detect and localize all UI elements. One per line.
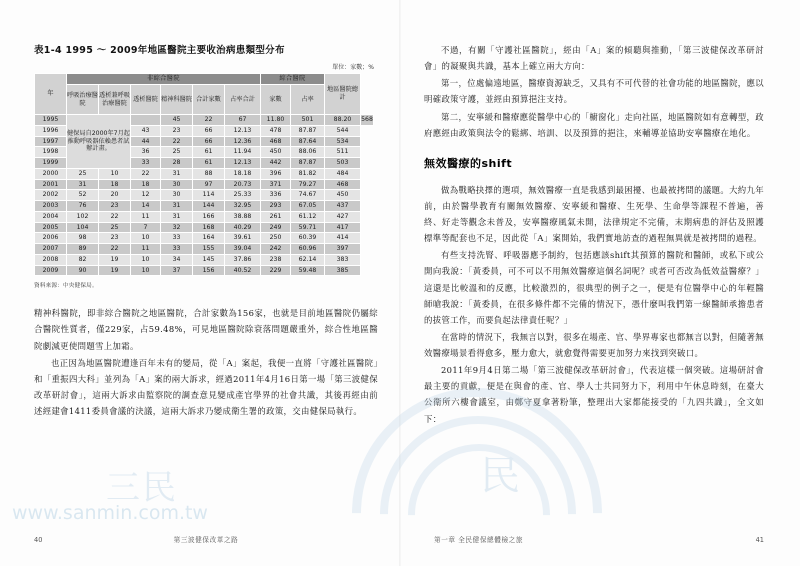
section-heading: 無效醫療的shift: [424, 156, 513, 170]
cell-subtotal-share: 32.95: [225, 201, 261, 212]
table-source: 資料來源：中央健保局。: [34, 283, 98, 290]
cell-dialysis: 43: [131, 125, 161, 136]
cell-general-count: 249: [261, 222, 291, 233]
cell-subtotal-count: 164: [193, 233, 225, 244]
cell-grand-total: 534: [325, 136, 361, 147]
left-page-footer: [0, 534, 400, 544]
cell-subtotal-count: 66: [193, 136, 225, 147]
cell-dialysis-respiratory: 22: [99, 244, 131, 255]
cell-dialysis-respiratory: 23: [99, 201, 131, 212]
cell-dialysis: 10: [131, 254, 161, 265]
cell-year: 2000: [35, 168, 67, 179]
cell-subtotal-count: 168: [193, 222, 225, 233]
th-general-share: 占率: [291, 85, 325, 115]
table-unit-note: 單位：家數；%: [332, 64, 374, 71]
paragraph: 也正因為地區醫院遭逢百年未有的變局，從「A」案起，我便一直將「守護社區醫院」和「重振四大科」並列為「A」案的兩大訴求，經過2011年4月16日第一場「第三波健保改革研討會」，這兩大訴求由監察院的調查意見變成產官學界的社會共識，其後再經由前述經建會1411委員會議的決議，這兩大訴求乃變成衛生署的政策，交由健保局執行。: [34, 357, 378, 416]
cell-psychiatric: 28: [161, 158, 193, 169]
cell-subtotal-count: 61: [193, 147, 225, 158]
cell-year: 2007: [35, 244, 67, 255]
cell-general-share: 88.20: [325, 115, 361, 126]
cell-dialysis-respiratory: 18: [99, 179, 131, 190]
cell-psychiatric: 33: [161, 233, 193, 244]
running-title: 第一章 全民健保總體檢之旅: [434, 536, 524, 544]
cell-subtotal-share: 12.13: [225, 125, 261, 136]
cell-year: 1995: [35, 115, 67, 126]
cell-grand-total: 385: [325, 265, 361, 276]
cell-psychiatric: 31: [161, 168, 193, 179]
cell-grand-total: 544: [325, 125, 361, 136]
table-merged-note: 健保局自2000年7月起推動呼吸器依賴患者試辦計畫。: [67, 115, 131, 169]
cell-general-share: 60.96: [291, 244, 325, 255]
cell-year: 1997: [35, 136, 67, 147]
cell-subtotal-share: 11.94: [225, 147, 261, 158]
cell-general-count: 238: [261, 254, 291, 265]
table-row: [35, 233, 374, 244]
cell-dialysis-respiratory: 19: [99, 254, 131, 265]
cell-dialysis-respiratory: 23: [99, 233, 131, 244]
paragraph: 第一，位處偏遠地區，醫療資源缺乏，又具有不可代替的社會功能的地區醫院，應以明確政策守護，並經由預算挹注支持。: [424, 78, 764, 105]
table-row: [35, 190, 374, 201]
table-sub-header-row: [35, 85, 374, 115]
cell-grand-total: 511: [325, 147, 361, 158]
cell-general-count: 229: [261, 265, 291, 276]
cell-subtotal-count: 145: [193, 254, 225, 265]
table-row: [35, 222, 374, 233]
cell-dialysis: 7: [131, 222, 161, 233]
cell-general-count: 468: [261, 136, 291, 147]
th-dialysis: 透析醫院: [131, 85, 161, 115]
paragraph: 精神科醫院，即非綜合醫院之地區醫院，合計家數為156家，也就是目前地區醫院仍屬綜合醫院性質者，僅229家，占59.48%，可見地區醫院除衰落問題嚴重外，綜合性地區醫院劇減更使問題雪上加霜。: [34, 308, 378, 351]
th-year: 年: [35, 74, 67, 115]
cell-subtotal-count: 166: [193, 211, 225, 222]
cell-year: 1999: [35, 158, 67, 169]
cell-general-count: 336: [261, 190, 291, 201]
cell-respiratory: 102: [67, 211, 99, 222]
th-group-general: 綜合醫院: [261, 74, 325, 85]
page-gutter: [399, 0, 401, 566]
left-body-text: [34, 305, 378, 419]
cell-year: 1998: [35, 147, 67, 158]
paragraph: 不過，有關「守護社區醫院」，經由「A」案的傾聽與推動，「第三波健保改革研討會」的凝聚與共識，基本上確立兩大方向：: [424, 45, 764, 72]
cell-subtotal-share: 39.61: [225, 233, 261, 244]
cell-subtotal-share: 18.18: [225, 168, 261, 179]
cell-subtotal-share: 11.80: [261, 115, 291, 126]
cell-general-share: 87.64: [291, 136, 325, 147]
page-number: 40: [34, 536, 43, 544]
cell-psychiatric: 22: [193, 115, 225, 126]
table-row: [35, 211, 374, 222]
cell-general-count: 293: [261, 201, 291, 212]
cell-subtotal-share: 40.52: [225, 265, 261, 276]
cell-general-count: 396: [261, 168, 291, 179]
cell-general-count: 450: [261, 147, 291, 158]
th-group-non-general: 非綜合醫院: [67, 74, 261, 85]
cell-general-count: 242: [261, 244, 291, 255]
cell-subtotal-share: 37.86: [225, 254, 261, 265]
cell-psychiatric: 32: [161, 222, 193, 233]
running-title: 第三波健保改革之路: [173, 536, 239, 544]
cell-year: 2009: [35, 265, 67, 276]
cell-psychiatric: 31: [161, 211, 193, 222]
th-subtotal-share: 占率合計: [225, 85, 261, 115]
cell-dialysis: 14: [131, 201, 161, 212]
paragraph: 有些支持洗腎、呼吸器應予制約，包括應該shift其預算的醫院和醫師，或私下或公開向我說：「黃委員，可不可以不用無效醫療這個名詞呢？或者可否改為低效益醫療？」這還是比較溫和的反應，比較激烈的，很典型的例子之一，便是有位醫學中心的年輕醫師嗆我說：「黃委員，在很多條件都不完備的情況下，憑什麼叫我們第一線醫師承擔患者的拔管工作，而要負起法律責任呢？」: [424, 250, 764, 325]
cell-subtotal-count: 88: [193, 168, 225, 179]
table-row: [35, 265, 374, 276]
cell-dialysis-respiratory: 10: [99, 168, 131, 179]
cell-subtotal-count: 61: [193, 158, 225, 169]
cell-subtotal-share: 25.33: [225, 190, 261, 201]
cell-psychiatric: 30: [161, 190, 193, 201]
cell-general-share: 59.48: [291, 265, 325, 276]
cell-dialysis-respiratory: 19: [99, 265, 131, 276]
cell-subtotal-share: 12.36: [225, 136, 261, 147]
cell-grand-total: 417: [325, 222, 361, 233]
cell-grand-total: 437: [325, 201, 361, 212]
cell-grand-total: 397: [325, 244, 361, 255]
th-subtotal-count: 合計家數: [193, 85, 225, 115]
cell-grand-total: 484: [325, 168, 361, 179]
cell-subtotal-share: 20.73: [225, 179, 261, 190]
table-caption: 表1-4 1995 ～ 2009年地區醫院主要收治病患類型分布: [34, 45, 285, 56]
page-number: 41: [755, 536, 764, 544]
cell-respiratory: 31: [67, 179, 99, 190]
cell-grand-total: 414: [325, 233, 361, 244]
right-page-footer: [400, 534, 800, 544]
cell-subtotal-share: 12.13: [225, 158, 261, 169]
paragraph: 第二，安寧緩和醫療應從醫學中心的「櫥窗化」走向社區，地區醫院如有意轉型，政府應經由政策與法令的鬆綁、培訓、以及預算的挹注，來輔導並協助安寧醫療在地化。: [424, 111, 764, 138]
cell-dialysis: 11: [131, 244, 161, 255]
cell-general-share: 61.12: [291, 211, 325, 222]
cell-year: 2003: [35, 201, 67, 212]
cell-dialysis: 18: [131, 179, 161, 190]
table-row: [35, 115, 374, 126]
cell-general-count: 371: [261, 179, 291, 190]
cell-dialysis: 11: [131, 211, 161, 222]
cell-dialysis: 44: [131, 136, 161, 147]
cell-general-share: 74.67: [291, 190, 325, 201]
cell-dialysis-respiratory: 22: [99, 211, 131, 222]
cell-subtotal-share: 39.04: [225, 244, 261, 255]
cell-year: 2005: [35, 222, 67, 233]
cell-general-count: 478: [261, 125, 291, 136]
cell-psychiatric: 22: [161, 136, 193, 147]
cell-grand-total: 568: [361, 115, 374, 126]
cell-dialysis: 33: [131, 158, 161, 169]
table-row: [35, 179, 374, 190]
cell-general-share: 81.82: [291, 168, 325, 179]
cell-subtotal-share: 40.29: [225, 222, 261, 233]
cell-general-count: 261: [261, 211, 291, 222]
table-row: [35, 254, 374, 265]
cell-respiratory: 25: [67, 168, 99, 179]
cell-dialysis: 22: [131, 168, 161, 179]
cell-general-count: 501: [291, 115, 325, 126]
cell-year: 2001: [35, 179, 67, 190]
cell-general-count: 250: [261, 233, 291, 244]
cell-subtotal-count: 67: [225, 115, 261, 126]
cell-respiratory: 52: [67, 190, 99, 201]
table-row: [35, 168, 374, 179]
cell-subtotal-count: 156: [193, 265, 225, 276]
cell-psychiatric: 30: [161, 179, 193, 190]
cell-dialysis: 10: [131, 233, 161, 244]
cell-dialysis: 12: [131, 190, 161, 201]
cell-grand-total: 450: [325, 190, 361, 201]
hospital-type-table: [34, 73, 374, 276]
cell-respiratory: 76: [67, 201, 99, 212]
cell-year: 2008: [35, 254, 67, 265]
cell-grand-total: 427: [325, 211, 361, 222]
watermark-brand-left: 三民: [106, 468, 178, 508]
cell-dialysis-respiratory: 20: [99, 190, 131, 201]
cell-subtotal-count: 144: [193, 201, 225, 212]
cell-psychiatric: 33: [161, 244, 193, 255]
cell-year: 2002: [35, 190, 67, 201]
cell-subtotal-count: 97: [193, 179, 225, 190]
paragraph: 做為戰略抉擇的選項，無效醫療一直是我感到最困擾、也最被拷問的議題。大約九年前，由於醫學教育有關無效醫療、安寧緩和醫療、生死學、生命學等課程不普遍，善終、好走等觀念未普及，安寧醫療風氣未開，法律規定不完備，末期病患的評估及照護標準等配套也不足，因此從「A」案開始，我們實地訪查的過程無異就是被拷問的過程。: [424, 184, 764, 244]
th-grand-total: 地區醫院總計: [325, 74, 361, 115]
cell-general-share: 67.05: [291, 201, 325, 212]
right-page: [400, 0, 800, 566]
cell-psychiatric: 31: [161, 201, 193, 212]
cell-dialysis: 45: [161, 115, 193, 126]
cell-grand-total: 503: [325, 158, 361, 169]
table-body: [35, 115, 374, 276]
cell-general-share: 87.87: [291, 158, 325, 169]
cell-year: 1996: [35, 125, 67, 136]
cell-psychiatric: 25: [161, 147, 193, 158]
cell-psychiatric: 34: [161, 254, 193, 265]
th-dialysis-respiratory: 透析兼呼吸治療醫院: [99, 85, 131, 115]
cell-subtotal-share: 38.88: [225, 211, 261, 222]
cell-subtotal-count: 66: [193, 125, 225, 136]
cell-general-count: 442: [261, 158, 291, 169]
cell-general-share: 62.14: [291, 254, 325, 265]
table-row: [35, 244, 374, 255]
table-row: [35, 201, 374, 212]
cell-grand-total: 383: [325, 254, 361, 265]
cell-general-share: 87.87: [291, 125, 325, 136]
watermark-url-left: www.sanmin.com.tw: [12, 502, 208, 524]
watermark-brand-right: 民: [480, 453, 523, 499]
paragraph: 在當時的情況下，我無言以對，很多在場產、官、學界專家也都無言以對，但隨著無效醫療場景看得愈多，壓力愈大，就愈覺得需要更加努力來找到突破口。: [424, 331, 764, 358]
cell-year: 2004: [35, 211, 67, 222]
cell-general-share: 79.27: [291, 179, 325, 190]
cell-general-share: 60.39: [291, 233, 325, 244]
cell-general-share: 59.71: [291, 222, 325, 233]
cell-year: 2006: [35, 233, 67, 244]
cell-respiratory: 98: [67, 233, 99, 244]
th-respiratory: 呼吸治療醫院: [67, 85, 99, 115]
th-psychiatric: 精神科醫院: [161, 85, 193, 115]
cell-dialysis-respiratory: [131, 115, 161, 126]
cell-subtotal-count: 155: [193, 244, 225, 255]
cell-respiratory: 89: [67, 244, 99, 255]
cell-respiratory: 104: [67, 222, 99, 233]
cell-subtotal-count: 114: [193, 190, 225, 201]
cell-psychiatric: 37: [161, 265, 193, 276]
cell-dialysis: 10: [131, 265, 161, 276]
cell-psychiatric: 23: [161, 125, 193, 136]
cell-general-share: 88.06: [291, 147, 325, 158]
th-general-count: 家數: [261, 85, 291, 115]
cell-dialysis-respiratory: 25: [99, 222, 131, 233]
cell-respiratory: 90: [67, 265, 99, 276]
cell-respiratory: 82: [67, 254, 99, 265]
table-group-header-row: [35, 74, 374, 85]
paragraph: 2011年9月4日第二場「第三波健保改革研討會」，代表這樣一個突破。這場研討會最主要的貢獻，便是在與會的產、官、學人士共同努力下，利用中午休息時刻，在臺大公衛所六樓會議室，由鄭守夏拿著粉筆，整理出大家都能接受的「九四共識」，全文如下：: [424, 365, 764, 424]
cell-grand-total: 468: [325, 179, 361, 190]
cell-dialysis: 36: [131, 147, 161, 158]
